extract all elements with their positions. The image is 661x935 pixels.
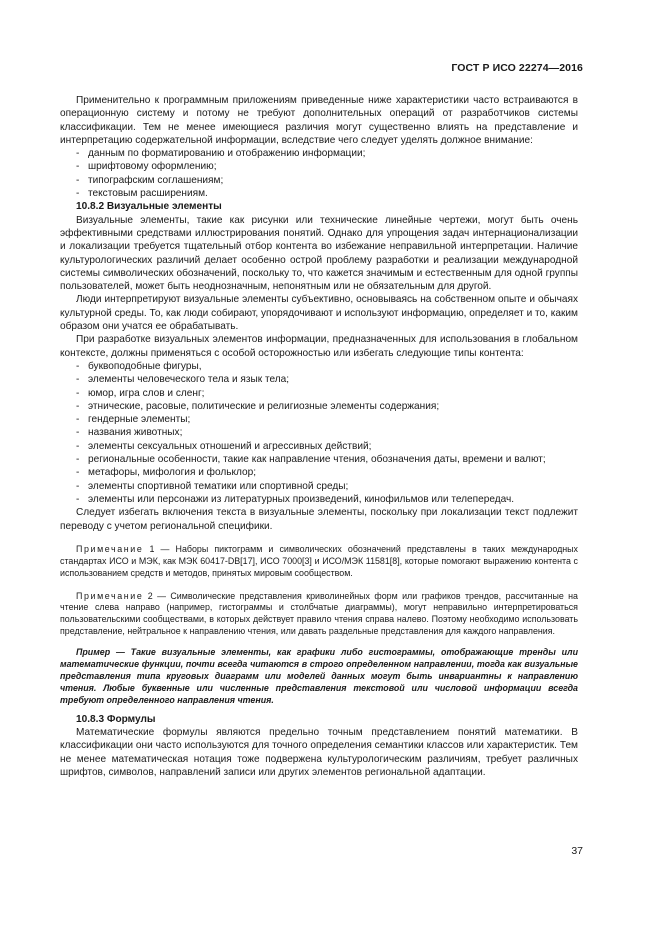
dash-bullet-icon: - bbox=[76, 493, 80, 505]
dash-bullet-icon: - bbox=[76, 374, 80, 386]
list-item bbox=[76, 160, 578, 173]
page-number: 37 bbox=[571, 845, 583, 857]
paragraph-formulas: Математические формулы являются предельно точным представлением понятий математики. В классификации они часто используются для точного определения семантики классов или характеристик. Тем не менее математическая нотация тоже подвержена культурологическим различиям, требует различных шрифтов, символов, направлений записи или других элементов региональной адаптации. bbox=[60, 726, 578, 778]
list-item bbox=[76, 480, 578, 493]
dash-bullet-icon: - bbox=[76, 188, 80, 200]
list-item-text: элементы или персонажи из литературных произведений, кинофильмов или телепередач. bbox=[88, 493, 515, 505]
dash-bullet-icon: - bbox=[76, 480, 80, 492]
note-text: 1 — Наборы пиктограмм и символических обозначений представлены в таких международных стандартах ИСО и МЭК, как МЭК 60417-DB[17], ИСО 7000[3] и ИСО/МЭК 11581[8], которые помогают выражению контента с использованием средств и методов, принятых мировым сообществом. bbox=[60, 543, 578, 578]
list-item bbox=[76, 147, 578, 160]
list-item bbox=[76, 440, 578, 453]
note-label: Примечание bbox=[76, 543, 144, 554]
list-item-text: элементы сексуальных отношений и агрессивных действий; bbox=[88, 440, 372, 452]
list-item-text: текстовым расширениям. bbox=[88, 188, 208, 200]
standard-code: ГОСТ Р ИСО 22274—2016 bbox=[451, 62, 583, 74]
list-item bbox=[76, 413, 578, 426]
section-heading-10-8-3: 10.8.3 Формулы bbox=[76, 713, 156, 725]
dash-bullet-icon: - bbox=[76, 400, 80, 412]
list-item bbox=[76, 466, 578, 479]
list-item-text: названия животных; bbox=[88, 427, 183, 439]
note-2 bbox=[60, 591, 578, 639]
note-text: 2 — Символические представления криволинейных форм или графиков трендов, рассчитанные на чтение слева направо (например, гистограммы и столбчатые диаграммы), могут неправильно интерпретироваться пользовательскими сообществами, в которых действует правило чтения справа налево. Поэтому необходимо использовать представление, нейтральное к направлению чтения, или давать раздельные представления для каждого направления. bbox=[60, 590, 578, 637]
list-item-text: элементы спортивной тематики или спортивной среды; bbox=[88, 480, 349, 492]
dash-bullet-icon: - bbox=[76, 161, 80, 173]
dash-bullet-icon: - bbox=[76, 440, 80, 452]
dash-bullet-icon: - bbox=[76, 427, 80, 439]
list-item-text: шрифтовому оформлению; bbox=[88, 161, 217, 173]
list-item-text: метафоры, мифология и фольклор; bbox=[88, 467, 257, 479]
list-item bbox=[76, 426, 578, 439]
list-item bbox=[76, 187, 578, 200]
example-paragraph: Пример — Такие визуальные элементы, как графики либо гистограммы, отображающие тренды или математические функции, почти всегда читаются в строго определенном направлении, тогда как визуальные представления типа круговых диаграмм или моделей данных могут быть инвариантны к направлению чтения. Любые буквенные или численные представления текстовой или числовой информации всегда требуют определенного направления чтения. bbox=[60, 647, 578, 705]
paragraph-intro: Применительно к программным приложениям приведенные ниже характеристики часто встраиваются в операционную систему и потому не требуют дополнительных операций от разработчиков системы классификации. Тем не менее имеющиеся различия могут существенно влиять на представление и интерпретацию содержательной информации, вследствие чего следует уделять должное внимание: bbox=[60, 95, 578, 146]
dash-bullet-icon: - bbox=[76, 454, 80, 466]
list-item-text: этнические, расовые, политические и религиозные элементы содержания; bbox=[88, 400, 440, 412]
paragraph-visual-4: Следует избегать включения текста в визуальные элементы, поскольку при локализации текст подлежит переводу с учетом региональной специфики. bbox=[60, 507, 578, 532]
list-content-types bbox=[60, 360, 578, 506]
dash-bullet-icon: - bbox=[76, 360, 80, 372]
list-item-text: элементы человеческого тела и язык тела; bbox=[88, 374, 290, 386]
list-item bbox=[76, 174, 578, 187]
note-label: Примечание bbox=[76, 590, 144, 601]
list-item-text: данным по форматированию и отображению информации; bbox=[88, 148, 366, 160]
list-item bbox=[76, 387, 578, 400]
page-body bbox=[60, 94, 578, 779]
list-display-aspects bbox=[60, 147, 578, 200]
list-item bbox=[76, 453, 578, 466]
list-item bbox=[76, 493, 578, 506]
dash-bullet-icon: - bbox=[76, 148, 80, 160]
list-item-text: буквоподобные фигуры, bbox=[88, 360, 202, 372]
note-1 bbox=[60, 544, 578, 580]
list-item bbox=[76, 373, 578, 386]
section-heading-10-8-2: 10.8.2 Визуальные элементы bbox=[76, 201, 222, 213]
list-item-text: региональные особенности, такие как направление чтения, обозначения даты, времени и валют; bbox=[88, 454, 546, 466]
dash-bullet-icon: - bbox=[76, 174, 80, 186]
dash-bullet-icon: - bbox=[76, 467, 80, 479]
dash-bullet-icon: - bbox=[76, 414, 80, 426]
paragraph-visual-3: При разработке визуальных элементов информации, предназначенных для использования в глобальном контексте, должны применяться с особой осторожностью или избегать следующие типы контента: bbox=[60, 334, 578, 359]
paragraph-visual-1: Визуальные элементы, такие как рисунки или технические линейные чертежи, могут быть очень эффективными средствами иллюстрирования понятий. Однако для упрощения задач интернационализации и локализации требуется тщательный отбор контента во избежание неправильной интерпретации. Наличие культурологических различий делает особенно острой проблему разработки и реализации международной системы символических обозначений, поскольку то, что кажется значимым и естественным для одной группы пользователей, может быть неоднозначным, непонятным или не обязательным для другой. bbox=[60, 214, 578, 293]
paragraph-visual-2: Люди интерпретируют визуальные элементы субъективно, основываясь на собственном опыте и обычаях культурной среды. То, как люди собирают, упорядочивают и используют информацию, определяет и то, каким образом они учатся ее обрабатывать. bbox=[60, 294, 578, 333]
list-item bbox=[76, 400, 578, 413]
list-item-text: типографским соглашениям; bbox=[88, 174, 224, 186]
list-item-text: гендерные элементы; bbox=[88, 414, 191, 426]
list-item bbox=[76, 360, 578, 373]
dash-bullet-icon: - bbox=[76, 387, 80, 399]
list-item-text: юмор, игра слов и сленг; bbox=[88, 387, 205, 399]
